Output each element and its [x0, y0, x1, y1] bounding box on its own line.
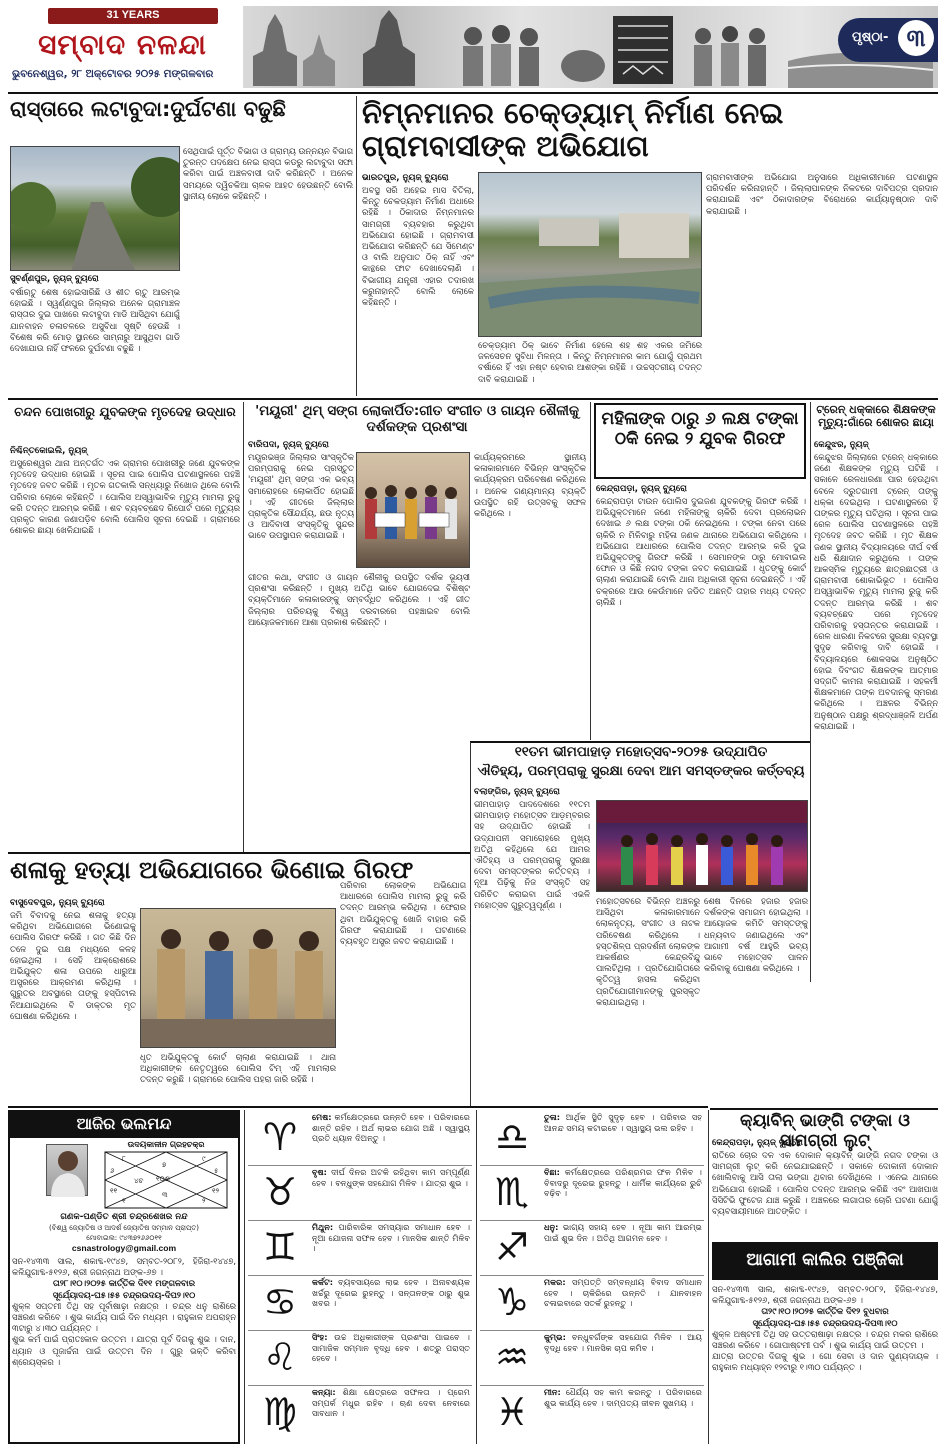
murder-byline: ବାସୁଦେବପୁର, ନ୍ୟୁଜ୍ ବ୍ୟୁରୋ — [10, 898, 105, 908]
cabin-text: ରାତିରେ ଚୋର ଦଳ ଏକ ଦୋକାନ କ୍ୟାବିନ୍ ଭାଙ୍ଗି ନଗଦ ଟଙ୍କା ଓ ସାମଗ୍ରୀ ଲୁଟ୍ କରି ନେଇଯାଇଛନ୍ତି । ସକାଳେ ଦୋକାନୀ ଦୋକାନ ଖୋଲିବାକୁ ଆସି ତାଲା ଭଙ୍ଗା ଥିବାର ଦେଖିଥିଲେ । ଏନେଇ ଥାନାରେ ଅଭିଯୋଗ ହୋଇଛି । ପୋଲିସ ତଦନ୍ତ ଆରମ୍ଭ କରିଛି ଏବଂ ଆଖପାଖ ସିସିଟିଭି ଫୁଟେଜ ଯାଞ୍ଚ କରୁଛି । ଅଞ୍ଚଳରେ ଲଗାତାର ଚୋରି ଘଟଣା ଯୋଗୁଁ ବ୍ୟବସାୟୀମାନେ ଆତଙ୍କିତ । — [712, 1150, 938, 1217]
scorpio-icon: ♏ — [494, 1170, 530, 1214]
masthead — [0, 0, 945, 92]
checkdam-photo — [478, 172, 702, 337]
rule-row2 — [8, 398, 938, 400]
horoscope-title: ଆଜିର ଭଲମନ୍ଦ — [76, 1114, 172, 1133]
zodiac-sign-text: କର୍ମକ୍ଷେତ୍ରରେ ଉନ୍ନତି ହେବ । ପରିବାରରେ ଶାନ୍ତି ରହିବ । ଅର୍ଥ ଲାଭର ଯୋଗ ଅଛି । ସ୍ୱାସ୍ଥ୍ୟ ପ୍ରତି ଧ୍ୟାନ ଦିଅନ୍ତୁ । — [312, 1112, 470, 1144]
checkdam-text-b: ଚେକ୍‌ଡ୍ୟାମ ଠିକ୍ ଭାବେ ନିର୍ମାଣ ହେଲେ ଶହ ଶହ ଏକର ଜମିରେ ଜଳସେଚନ ସୁବିଧା ମିଳନ୍ତା । କିନ୍ତୁ ନିମ୍ନମାନର କାମ ଯୋଗୁଁ ପ୍ରଥମ ବର୍ଷାରେ ହିଁ ଏହା ନଷ୍ଟ ହେବାର ଆଶଙ୍କା ରହିଛି । ଉଚ୍ଚସ୍ତରୀୟ ତଦନ୍ତ ଦାବି କରାଯାଇଛି । — [478, 340, 702, 384]
zodiac-text — [312, 1387, 470, 1438]
virgo-icon: ♍ — [262, 1390, 298, 1434]
rule-murder — [8, 852, 470, 854]
cancer-icon: ♋ — [262, 1280, 298, 1324]
festival-subheadline: ଐତିହ୍ୟ, ପରମ୍ପରାକୁ ସୁରକ୍ଷା ଦେବା ଆମ ସମସ୍ତଙ୍କର କର୍ତ୍ତବ୍ୟ — [477, 764, 805, 779]
mayuri-byline: ବାରିପଦା, ନ୍ୟୁଜ୍ ବ୍ୟୁରୋ — [248, 440, 329, 450]
rule-cabin — [710, 1108, 938, 1110]
zodiac-row — [248, 1277, 472, 1330]
zodiac-sign-name: ତୁଳା: — [544, 1112, 561, 1122]
gemini-icon: ♊ — [262, 1225, 298, 1269]
zodiac-row — [248, 1167, 472, 1220]
chart-cell: ୫ — [214, 1167, 219, 1175]
zodiac-sign-text: ଭାଗ୍ୟ ସହାୟ ହେବ । ନୂଆ କାମ ଆରମ୍ଭ ପାଇଁ ଶୁଭ ଦିନ । ଅତିଥି ଆଗମନ ହେବ । — [544, 1222, 702, 1243]
bodyfound-text: ଅସୁରେଶ୍ୱର ଥାନା ଅନ୍ତର୍ଗତ ଏକ ଗ୍ରାମର ପୋଖରୀରୁ ଜଣେ ଯୁବକଙ୍କ ମୃତଦେହ ଉଦ୍ଧାର ହୋଇଛି । ସୂଚନା ପାଇ ପୋଲିସ ଘଟଣାସ୍ଥଳରେ ପହଞ୍ଚି ମୃତଦେହ ଜବତ କରିଛି । ମୃତକ ଗତକାଲି ସନ୍ଧ୍ୟାରୁ ନିଖୋଜ ଥିଲେ ବୋଲି ପରିବାର ଲୋକେ କହିଛନ୍ତି । ପୋଲିସ ଅସ୍ୱାଭାବିକ ମୃତ୍ୟୁ ମାମଲା ରୁଜୁ କରି ତଦନ୍ତ ଆରମ୍ଭ କରିଛି । ଶବ ବ୍ୟବଚ୍ଛେଦ ରିପୋର୍ଟ ପରେ ମୃତ୍ୟୁର ପ୍ରକୃତ କାରଣ ଜଣାପଡ଼ିବ ବୋଲି ପୋଲିସ ସୂଚନା ଦେଇଛି । ଗ୍ରାମରେ ଶୋକର ଛାୟା ଖେଳିଯାଇଛି । — [10, 458, 240, 536]
rule-festival — [470, 741, 810, 743]
panjika-today-body — [12, 1256, 236, 1442]
masthead-logo: ସମ୍ବାଦ ନଳନ୍ଦା — [38, 28, 207, 61]
panjika-tomorrow-line: ସନ-୧୪୩୩ ସାଲ, ଶକାବ୍ଦ-୧୯୪୭, ସମ୍ବତ-୨୦୮୨, ହିଜିରା-୧୪୪୭, କଳିଯୁଗାବ୍ଦ-୫୧୨୬, ଶ୍ରୀ ଜଗନ୍ନାଥ ଅଙ୍କ-୬୭ । — [712, 1284, 938, 1306]
murder-text-b: ପରିବାର ଲୋକଙ୍କ ଅଭିଯୋଗ ଆଧାରରେ ପୋଲିସ ମାମଲା ରୁଜୁ କରି ତଦନ୍ତ ଆରମ୍ଭ କରିଥିଲା । ଫେରାର ଥିବା ଅଭିଯୁକ୍ତକୁ ଖୋଜି ବାହାର କରି ଗିରଫ କରାଯାଇଛି । ଘଟଣାରେ ବ୍ୟବହୃତ ଅସ୍ତ୍ର ଜବତ କରାଯାଇଛି । — [340, 880, 466, 947]
divider-bodyfound — [243, 402, 244, 852]
banner-collage-art — [243, 6, 938, 88]
chart-cell: ୭ — [162, 1161, 167, 1169]
mayuri-headline: 'ମୟୂରୀ' ଥିମ୍ ସଙ୍ଗ ଲୋକାର୍ପିତ:ଗୀତ ସଂଗୀତ ଓ ଗାୟନ ଶୈଳୀକୁ ଦର୍ଶକଙ୍କ ପ୍ରଶଂସା — [255, 403, 579, 435]
zodiac-divider — [480, 1165, 704, 1166]
teacher-headline: ଟ୍ରେନ୍ ଧକ୍କାରେ ଶିକ୍ଷକଙ୍କ ମୃତ୍ୟୁ:ଗାଁରେ ଶୋକର ଛାୟା — [816, 403, 936, 429]
panjika-tomorrow-line: ଯାତ୍ରା ଉତ୍ତର ଦିଗକୁ ଶୁଭ । ଗୋ ସେବା ଓ ଦାନ ପୁଣ୍ୟଦାୟକ । ରାହୁକାଳ ମଧ୍ୟାହ୍ନ ୧୨ଟାରୁ ୧।୩୦ ପର୍ଯ୍ୟନ୍ତ । — [712, 1351, 938, 1373]
divider-zodiac-1 — [244, 1110, 245, 1444]
checkdam-byline: ଭାରତପୁର, ନ୍ୟୁଜ୍ ବ୍ୟୁରୋ — [362, 173, 449, 183]
road-photo-art — [11, 147, 180, 271]
zodiac-sign-text: ବନ୍ଧୁବର୍ଗଙ୍କ ସହଯୋଗ ମିଳିବ । ଆୟ ବୃଦ୍ଧି ହେବ । ମାନସିକ ଚାପ କମିବ । — [544, 1332, 702, 1353]
aquarius-icon: ♒ — [494, 1335, 530, 1379]
banner-collage — [243, 6, 938, 88]
panjika-tomorrow-line: ତା୨୯।୧୦।୨୦୨୫ କାର୍ତ୍ତିକ ଦି୧୨ ବୁଧବାର — [761, 1306, 889, 1317]
checkdam-text-a: ଅବସ୍ଥ ସରି ଅହେଇ ମାସ ବିତିଲା, କିନ୍ତୁ ଚେକଡ୍ୟାମ ନିର୍ମାଣ ଅଧାରେ ରହିଛି । ଠିକାଦାର ନିମ୍ନମାନର ସାମଗ୍ରୀ ବ୍ୟବହାର କରୁଥିବା ଅଭିଯୋଗ ହୋଇଛି । ଗ୍ରାମବାସୀ ଅଭିଯୋଗ କରିଛନ୍ତି ଯେ ସିମେଣ୍ଟ ଓ ବାଲି ଅନୁପାତ ଠିକ୍ ନାହିଁ ଏବଂ କାନ୍ଥରେ ଫାଟ ଦେଖାଦେଲାଣି । ବିଭାଗୀୟ ଯନ୍ତ୍ରୀ ଏହାର ତଦାରଖ କରୁନାହାନ୍ତି ବୋଲି ଲୋକେ କହିଛନ୍ତି । — [362, 185, 474, 308]
zodiac-sign-text: କର୍ମକ୍ଷେତ୍ରରେ ପରିଶ୍ରମର ଫଳ ମିଳିବ । ବିବାଦରୁ ଦୂରେଇ ରୁହନ୍ତୁ । ଧାର୍ମିକ କାର୍ଯ୍ୟରେ ରୁଚି ବଢ଼ିବ । — [544, 1167, 702, 1199]
teacher-text: କେନ୍ଦୁଝର ଜିଲ୍ଲାରେ ଟ୍ରେନ୍ ଧକ୍କାରେ ଜଣେ ଶିକ୍ଷକଙ୍କ ମୃତ୍ୟୁ ଘଟିଛି । ସକାଳେ ରେଳଧାରଣା ପାର ହେଉଥିବା ବେଳେ ଦ୍ରୁତଗାମୀ ଟ୍ରେନ୍ ତାଙ୍କୁ ଧକ୍କା ଦେଇଥିଲା । ଘଟଣାସ୍ଥଳରେ ହିଁ ତାଙ୍କର ମୃତ୍ୟୁ ଘଟିଥିଲା । ସୂଚନା ପାଇ ରେଳ ପୋଲିସ ଘଟଣାସ୍ଥଳରେ ପହଞ୍ଚି ମୃତଦେହ ଜବତ କରିଛି । ମୃତ ଶିକ୍ଷକ ଜଣକ ସ୍ଥାନୀୟ ବିଦ୍ୟାଳୟରେ ଦୀର୍ଘ ବର୍ଷ ଧରି ଶିକ୍ଷାଦାନ କରୁଥିଲେ । ତାଙ୍କ ଆକସ୍ମିକ ମୃତ୍ୟୁରେ ଛାତ୍ରଛାତ୍ରୀ ଓ ଗ୍ରାମବାସୀ ଶୋକାଭିଭୂତ । ପୋଲିସ ଅସ୍ୱାଭାବିକ ମୃତ୍ୟୁ ମାମଲା ରୁଜୁ କରି ତଦନ୍ତ ଆରମ୍ଭ କରିଛି । ଶବ ବ୍ୟବଚ୍ଛେଦ ପରେ ମୃତଦେହ ପରିବାରକୁ ହସ୍ତାନ୍ତର କରାଯାଇଛି । ରେଳ ଧାରଣା ନିକଟରେ ସୁରକ୍ଷା ବ୍ୟବସ୍ଥା ସୁଦୃଢ କରିବାକୁ ଦାବି ହୋଇଛି । ବିଦ୍ୟାଳୟରେ ଶୋକସଭା ଅନୁଷ୍ଠିତ ହୋଇ ଦିବଂଗତ ଶିକ୍ଷକଙ୍କ ଆତ୍ମାର ସଦ୍‌ଗତି କାମନା କରାଯାଇଛି । ସହକର୍ମୀ ଶିକ୍ଷକମାନେ ତାଙ୍କ ଅବଦାନକୁ ସ୍ମରଣ କରିଥିଲେ । ଅଞ୍ଚଳର ବିଭିନ୍ନ ଅନୁଷ୍ଠାନ ପକ୍ଷରୁ ଶ୍ରଦ୍ଧାଞ୍ଜଳି ଅର୍ପଣ କରାଯାଇଛି । — [814, 452, 938, 731]
zodiac-row — [480, 1167, 704, 1220]
zodiac-text — [544, 1332, 702, 1383]
festival-text-b: ମହୋତ୍ସବରେ ବିଭିନ୍ନ ଅଞ୍ଚଳରୁ ଆସିଥିବା କଳାକାରମାନେ ଲୋକନୃତ୍ୟ, ସଂଗୀତ ଓ ନାଟକ ପରିବେଷଣ କରିଥିଲେ । ହସ୍ତଶିଳ୍ପ ପ୍ରଦର୍ଶନୀ ଲୋକଙ୍କ ଆକର୍ଷଣର କେନ୍ଦ୍ରବିନ୍ଦୁ ପାଲଟିଥିଲା । ପ୍ରତିଯୋଗିତାରେ କୃତିତ୍ୱ ହାସଲ କରିଥିବା ପ୍ରତିଯୋଗୀମାନଙ୍କୁ ପୁରସ୍କୃତ କରାଯାଇଥିଲା । — [596, 896, 700, 1007]
zodiac-text — [312, 1332, 470, 1383]
mayuri-stage-photo — [356, 452, 470, 568]
zodiac-sign-text: ପାରିବାରିକ ସମସ୍ୟାର ସମାଧାନ ହେବ । ନୂଆ ଯୋଜନା ସଫଳ ହେବ । ମାନସିକ ଶାନ୍ତି ମିଳିବ । — [312, 1222, 470, 1254]
zodiac-row — [480, 1387, 704, 1440]
teacher-byline: କେନ୍ଦୁଝର, ନ୍ୟୁଜ୍ — [814, 440, 869, 450]
festival-photo — [596, 800, 808, 892]
zodiac-row — [248, 1112, 472, 1165]
bodyfound-headline: ଚନ୍ଦନ ପୋଖରୀରୁ ଯୁବକଙ୍କ ମୃତଦେହ ଉଦ୍ଧାର — [14, 404, 236, 419]
zodiac-sign-name: ବୃଷ: — [312, 1167, 327, 1177]
road-photo-caption: ସୁବର୍ଣ୍ଣପୁର, ନ୍ୟୁଜ୍ ବ୍ୟୁରୋ — [10, 274, 99, 284]
zodiac-sign-name: ମକର: — [544, 1277, 566, 1287]
murder-photo-art — [141, 909, 336, 1048]
zodiac-divider — [480, 1330, 704, 1331]
divider-fraud — [810, 402, 811, 982]
horoscope-chart — [104, 1151, 228, 1209]
road-text-b: ସେଥିପାଇଁ ପୂର୍ତ୍ତ ବିଭାଗ ଓ ଗ୍ରାମ୍ୟ ଉନ୍ନୟନ ବିଭାଗ ତୁରନ୍ତ ପଦକ୍ଷେପ ନେଇ ରାସ୍ତା କଡରୁ ଲଟାବୁଦା ସଫା କରିବା ପାଇଁ ଅଞ୍ଚଳବାସୀ ଦାବି କରିଛନ୍ତି । ଅନେକ ସମୟରେ ଦ୍ୱିଚକିଆ ଚାଳକ ଆହତ ହେଉଛନ୍ତି ବୋଲି ସ୍ଥାନୀୟ ଲୋକେ କହିଛନ୍ତି । — [183, 146, 353, 201]
astrologer-email[interactable]: csnastrology@gmail.com — [71, 1243, 177, 1253]
page-label: ପୃଷ୍ଠା- — [852, 30, 889, 45]
murder-text-a: ଜମି ବିବାଦକୁ ନେଇ ଶଳାକୁ ହତ୍ୟା କରିଥିବା ଅଭିଯୋଗରେ ଭିଣୋଇକୁ ପୋଲିସ ଗିରଫ କରିଛି । ଗତ କିଛି ଦିନ ତଳେ ଦୁଇ ପକ୍ଷ ମଧ୍ୟରେ କଳହ ହୋଇଥିଲା । ସେହି ଆକ୍ରୋଶରେ ଅଭିଯୁକ୍ତ ଶଳା ଉପରେ ଧାରୁଆ ଅସ୍ତ୍ରରେ ଆକ୍ରମଣ କରିଥିଲା । ଗୁରୁତର ଅବସ୍ଥାରେ ତାଙ୍କୁ ହସ୍ପିଟାଲ ନିଆଯାଇଥିଲେ ବି ଡାକ୍ତର ମୃତ ଘୋଷଣା କରିଥିଲେ । — [10, 910, 136, 1021]
chart-cell: ୧୧ — [110, 1187, 118, 1195]
astrologer-photo — [46, 1144, 88, 1196]
zodiac-sign-name: ବିଛା: — [544, 1167, 560, 1177]
checkdam-headline: ନିମ୍ନମାନର ଚେକ୍‌ଡ୍ୟାମ୍ ନିର୍ମାଣ ନେଇ ଗ୍ରାମବାସୀଙ୍କ ଅଭିଯୋଗ — [362, 96, 784, 164]
zodiac-row — [248, 1332, 472, 1385]
leo-icon: ♌ — [262, 1335, 298, 1379]
chart-cell: ୬ — [110, 1167, 115, 1175]
page-number: ୩ — [898, 20, 934, 56]
zodiac-divider — [248, 1330, 472, 1331]
panjika-today-line: ଶୁକ୍ଳ ସପ୍ତମୀ ତିଥି ସହ ପୂର୍ବାଷାଢ଼ା ନକ୍ଷତ୍ର । ଚନ୍ଦ୍ର ଧନୁ ରାଶିରେ ସଞ୍ଚରଣ କରିବେ । ଶୁଭ କାର୍ଯ୍ୟ ପାଇଁ ଦିନ ମଧ୍ୟମ । ରାହୁକାଳ ଅପରାହ୍ନ ୩ଟାରୁ ୪।୩୦ ପର୍ଯ୍ୟନ୍ତ । — [12, 1300, 236, 1334]
chart-cell: ୯ — [202, 1155, 206, 1163]
chart-cell: ୪ଚ — [134, 1177, 144, 1185]
astrologer-photo-art — [47, 1145, 89, 1197]
festival-text-a: ଭୀମପାହାଡ଼ ପାଦଦେଶରେ ୧୧ତମ ଭୀମପାହାଡ଼ ମହୋତ୍ସବ ଆଡ଼ମ୍ବରର ସହ ଉଦ୍‌ଯାପିତ ହୋଇଛି । ଉଦ୍‌ଯାପନୀ ସମାରୋହରେ ମୁଖ୍ୟ ଅତିଥି କହିଥିଲେ ଯେ ଆମର ଐତିହ୍ୟ ଓ ପରମ୍ପରାକୁ ସୁରକ୍ଷା ଦେବା ସମସ୍ତଙ୍କର କର୍ତ୍ତବ୍ୟ । ନୂଆ ପିଢ଼ିକୁ ନିଜ ସଂସ୍କୃତି ସହ ପରିଚିତ କରାଇବା ପାଇଁ ଏଭଳି ମହୋତ୍ସବ ଗୁରୁତ୍ୱପୂର୍ଣ୍ଣ । — [474, 799, 590, 910]
zodiac-text — [544, 1387, 702, 1438]
zodiac-sign-text: ଧୈର୍ଯ୍ୟ ସହ କାମ କରନ୍ତୁ । ପରିବାରରେ ଶୁଭ କାର୍ଯ୍ୟ ହେବ । ଦାମ୍ପତ୍ୟ ଜୀବନ ସୁଖମୟ । — [544, 1387, 702, 1408]
checkdam-text-c: ଗ୍ରାମବାସୀଙ୍କ ଅଭିଯୋଗ ଅନୁସାରେ ଅଧିକାରୀମାନେ ଘଟଣାସ୍ଥଳ ପରିଦର୍ଶନ କରିନାହାନ୍ତି । ଜିଲ୍ଲାପାଳଙ୍କ ନିକଟରେ ଦାବିପତ୍ର ପ୍ରଦାନ କରାଯାଇଛି ଏବଂ ଠିକାଦାରଙ୍କ ବିରୋଧରେ କାର୍ଯ୍ୟାନୁଷ୍ଠାନ ଦାବି କରାଯାଇଛି । — [706, 172, 938, 216]
cabin-byline: କେନ୍ଦ୍ରାପଡ଼ା, ନ୍ୟୁଜ୍ ବ୍ୟୁରୋ — [712, 1138, 804, 1148]
zodiac-sign-name: ଧନୁ: — [544, 1222, 559, 1232]
zodiac-sign-name: ମେଷ: — [312, 1112, 332, 1122]
chart-cell: ୧ — [122, 1197, 126, 1205]
zodiac-sign-text: ବ୍ୟବସାୟରେ ଲାଭ ହେବ । ଅନାବଶ୍ୟକ ଖର୍ଚ୍ଚରୁ ଦୂରେଇ ରୁହନ୍ତୁ । ସନ୍ତାନଙ୍କ ଠାରୁ ଶୁଭ ଖବର । — [312, 1277, 470, 1309]
zodiac-row — [248, 1387, 472, 1440]
murder-photo — [140, 908, 336, 1048]
zodiac-text — [312, 1112, 470, 1163]
festival-photo-art — [597, 801, 808, 892]
divider-zodiac-3 — [708, 1110, 709, 1444]
panjika-today-line: ସନ-୧୪୩୩ ସାଲ, ଶକାବ୍ଦ-୧୯୪୭, ସମ୍ବତ-୨୦୮୨, ହିଜିରା-୧୪୪୭, କଳିଯୁଗାବ୍ଦ-୫୧୨୬, ଶ୍ରୀ ଜଗନ୍ନାଥ ଅଙ୍କ-୬୭ । — [12, 1256, 236, 1278]
panjika-tomorrow-title: ଆଗାମୀ କାଲିର ପଞ୍ଜିକା — [746, 1250, 904, 1270]
zodiac-text — [544, 1277, 702, 1328]
mayuri-text-c: କାର୍ଯ୍ୟକ୍ରମରେ ସ୍ଥାନୀୟ କଳାକାରମାନେ ବିଭିନ୍ନ ସାଂସ୍କୃତିକ କାର୍ଯ୍ୟକ୍ରମ ପରିବେଷଣ କରିଥିଲେ । ଅନେକ ଗଣ୍ୟମାନ୍ୟ ବ୍ୟକ୍ତି ଉପସ୍ଥିତ ରହି ଉତ୍ସବକୁ ସଫଳ କରିଥିଲେ । — [474, 452, 586, 519]
zodiac-sign-text: ସମ୍ପତ୍ତି ସମ୍ବନ୍ଧୀୟ ବିବାଦ ସମାଧାନ ହେବ । ଚାକିରିରେ ଉନ୍ନତି । ଯାନବାହନ ଚଳାଇବାରେ ସତର୍କ ରୁହନ୍ତୁ । — [544, 1277, 702, 1309]
mayuri-text-a: ମୟୂରଭଞ୍ଜ ଜିଲ୍ଲାର ସାଂସ୍କୃତିକ ପରମ୍ପରାକୁ ନେଇ ପ୍ରସ୍ତୁତ 'ମୟୂରୀ' ଥିମ୍ ସଙ୍ଗ ଏକ ଭବ୍ୟ ସମାରୋହରେ ଲୋକାର୍ପିତ ହୋଇଛି । ଏହି ଗୀତରେ ଜିଲ୍ଲାର ପ୍ରାକୃତିକ ସୌନ୍ଦର୍ଯ୍ୟ, ଛଉ ନୃତ୍ୟ ଓ ଆଦିବାସୀ ସଂସ୍କୃତିକୁ ସୁନ୍ଦର ଭାବେ ଉପସ୍ଥାପନ କରାଯାଇଛି । — [248, 452, 354, 541]
panjika-today-line: ଶୁଭ କର୍ମ ପାଇଁ ପ୍ରାତଃକାଳ ଉତ୍ତମ । ଯାତ୍ରା ପୂର୍ବ ଦିଗକୁ ଶୁଭ । ଦାନ, ଧ୍ୟାନ ଓ ପୂଜାର୍ଚ୍ଚନା ପାଇଁ ଉତ୍ତମ ଦିନ । ଗୁରୁ ଭକ୍ତି କରିବା ଶ୍ରେୟସ୍କର । — [12, 1334, 236, 1367]
panjika-today-line: ସୂର୍ଯ୍ୟୋଦୟ-ଘ୫।୫୫ ଚନ୍ଦ୍ରଉଦୟ-ଦିପ୨।୧୦ — [52, 1289, 196, 1300]
road-headline: ରାସ୍ତାରେ ଲଟାବୁଦା:ଦୁର୍ଘଟଣା ବଢୁଛି — [10, 97, 286, 121]
zodiac-sign-text: ଶିକ୍ଷା କ୍ଷେତ୍ରରେ ସଫଳତା । ପ୍ରେମ ସମ୍ପର୍କ ମଧୁର ରହିବ । ଋଣ ଦେବା ନେବାରେ ସାବଧାନ । — [312, 1387, 470, 1419]
divider-mayuri — [590, 402, 591, 740]
aries-icon: ♈ — [262, 1115, 298, 1159]
divider-murder — [470, 742, 471, 1106]
sagittarius-icon: ♐ — [494, 1225, 530, 1269]
festival-byline: ବଲାଙ୍ଗିର, ନ୍ୟୁଜ୍ ବ୍ୟୁରୋ — [474, 787, 561, 797]
fraud-byline: କେନ୍ଦ୍ରାପଡ଼ା, ନ୍ୟୁଜ୍ ବ୍ୟୁରୋ — [596, 484, 688, 494]
festival-headline: ୧୧ତମ ଭୀମପାହାଡ଼ ମହୋତ୍ସବ-୨୦୨୫ ଉଦ୍‌ଯାପିତ — [514, 744, 768, 760]
fraud-headline: ମହିଳାଙ୍କ ଠାରୁ ୬ ଲକ୍ଷ ଟଙ୍କା ଠକି ନେଇ ୨ ଯୁବକ ଗିରଫ — [601, 409, 799, 449]
zodiac-sign-name: କନ୍ୟା: — [312, 1387, 336, 1397]
zodiac-row — [248, 1222, 472, 1275]
fraud-text: କେନ୍ଦ୍ରାପଡ଼ା ଟାଉନ ପୋଲିସ ଦୁଇଜଣ ଯୁବକଙ୍କୁ ଗିରଫ କରିଛି । ଅଭିଯୁକ୍ତମାନେ ଜଣେ ମହିଳାଙ୍କୁ ଚାକିରି ଦେବା ପ୍ରଲୋଭନ ଦେଖାଇ ୬ ଲକ୍ଷ ଟଙ୍କା ଠକି ନେଇଥିଲେ । ଟଙ୍କା ନେବା ପରେ ଚାକିରି ନ ମିଳିବାରୁ ମହିଳା ଜଣକ ଥାନାରେ ଅଭିଯୋଗ କରିଥିଲେ । ଅଭିଯୋଗ ଆଧାରରେ ପୋଲିସ ତଦନ୍ତ ଆରମ୍ଭ କରି ଦୁଇ ଅଭିଯୁକ୍ତଙ୍କୁ ଗିରଫ କରିଛି । ସେମାନଙ୍କ ଠାରୁ ମୋବାଇଲ ଫୋନ ଓ କିଛି ନଗଦ ଟଙ୍କା ଜବତ କରାଯାଇଛି । ଧୃତଙ୍କୁ କୋର୍ଟ ଚାଲାଣ କରାଯାଇଛି ବୋଲି ଥାନା ଅଧିକାରୀ ସୂଚନା ଦେଇଛନ୍ତି । ଏହି ଚକ୍ରରେ ଆଉ କେଉଁମାନେ ଜଡିତ ଅଛନ୍ତି ତାହାର ମଧ୍ୟ ତଦନ୍ତ ଚାଲିଛି । — [596, 496, 806, 607]
astrologer-phone: ମୋବାଇଲ: ୯୪୩୭୨୬୬୦୧୧ — [86, 1234, 162, 1242]
zodiac-sign-name: ମିଥୁନ: — [312, 1222, 334, 1232]
zodiac-row — [480, 1277, 704, 1330]
masthead-rule — [8, 92, 938, 94]
chart-cell: ୧୨ — [212, 1187, 220, 1195]
road-text-a: ବର୍ଷାଋତୁ ଶେଷ ହୋଇସାରିଛି ଓ ଶୀତ ଋତୁ ଆରମ୍ଭ ହୋଇଛି । ସ୍ୱର୍ଣ୍ଣପୁର ଜିଲ୍ଲାର ଅନେକ ଗ୍ରାମାଞ୍ଚଳ ରାସ୍ତାର ଦୁଇ ପାଖରେ ଲଟାବୁଦା ମାଡି ଆସିଥିବା ଯୋଗୁଁ ଯାନବାହନ ଚଳାଚଳରେ ଅସୁବିଧା ସୃଷ୍ଟି ହେଉଛି । ବିଶେଷ କରି ମୋଡ଼ ସ୍ଥାନରେ ସାମ୍ନାରୁ ଆସୁଥିବା ଗାଡି ଦେଖାଯାଉ ନାହିଁ ଫଳରେ ଦୁର୍ଘଟଣା ବଢୁଛି । — [10, 287, 180, 354]
panjika-today-line: ତା୨୮।୧୦।୨୦୨୫ କାର୍ତ୍ତିକ ଦି୧୧ ମଙ୍ଗଳବାର — [53, 1278, 195, 1289]
zodiac-sign-name: କର୍କଟ: — [312, 1277, 334, 1287]
bodyfound-byline: ନିଶ୍ଚିନ୍ତକୋଇଲି, ନ୍ୟୁଜ୍ — [10, 446, 88, 456]
zodiac-sign-name: ମୀନ: — [544, 1387, 561, 1397]
zodiac-row — [480, 1332, 704, 1385]
cabin-headline: କ୍ୟାବିନ୍ ଭାଙ୍ଗି ଟଙ୍କା ଓ ସାମଗ୍ରୀ ଲୁଟ୍ — [740, 1111, 910, 1151]
zodiac-divider — [480, 1275, 704, 1276]
zodiac-text — [312, 1222, 470, 1273]
panjika-tomorrow-body — [712, 1284, 938, 1444]
astrologer-name: ଗଣକ-ପଣ୍ଡିତ ଶ୍ରୀ ଚନ୍ଦ୍ରଶେଖର ନନ୍ଦ — [60, 1212, 188, 1222]
zodiac-text — [312, 1167, 470, 1218]
astrologer-note: (ବିଶ୍ୱ ଜ୍ୟୋତିଷ ଓ ଆଦର୍ଶ ଜ୍ୟୋତିଷ ସମ୍ମାନ ପ୍ରାପ୍ତ) — [49, 1224, 199, 1232]
mayuri-text-b: ଗୀତର କଥା, ସଂଗୀତ ଓ ଗାୟନ ଶୈଳୀକୁ ଉପସ୍ଥିତ ଦର୍ଶକ ଭୂୟସୀ ପ୍ରଶଂସା କରିଛନ୍ତି । ମୁଖ୍ୟ ଅତିଥି ଭାବେ ଯୋଗଦେଇ ବିଶିଷ୍ଟ ବ୍ୟକ୍ତିମାନେ କଳାକାରଙ୍କୁ ସମ୍ବର୍ଦ୍ଧିତ କରିଥିଲେ । ଏହି ଗୀତ ଜିଲ୍ଲାର ପରିଚୟକୁ ବିଶ୍ୱ ଦରବାରରେ ପହଞ୍ଚାଇବ ବୋଲି ଆୟୋଜକମାନେ ଆଶା ପ୍ରକାଶ କରିଛନ୍ତି । — [248, 572, 470, 627]
zodiac-divider — [480, 1220, 704, 1221]
zodiac-divider — [248, 1165, 472, 1166]
libra-icon: ♎ — [494, 1115, 530, 1159]
road-photo — [10, 146, 180, 271]
zodiac-divider — [480, 1385, 704, 1386]
zodiac-divider — [248, 1275, 472, 1276]
chart-cell: ୧୦ଶ — [156, 1175, 170, 1183]
capricorn-icon: ♑ — [494, 1280, 530, 1324]
zodiac-row — [480, 1112, 704, 1165]
zodiac-sign-name: ସିଂହ: — [312, 1332, 328, 1342]
zodiac-row — [480, 1222, 704, 1275]
murder-text-c: ଧୃତ ଅଭିଯୁକ୍ତକୁ କୋର୍ଟ ଚାଲାଣ କରାଯାଇଛି । ଥାନା ଅଧିକାରୀଙ୍କ ନେତୃତ୍ୱରେ ପୋଲିସ ଟିମ୍ ଏହି ମାମଲାର ତଦନ୍ତ କରୁଛି । ଗ୍ରାମରେ ପୋଲିସ ପହରା ଜାରି ରହିଛି । — [140, 1052, 336, 1085]
murder-headline: ଶଳାକୁ ହତ୍ୟା ଅଭିଯୋଗରେ ଭିଣୋଇ ଗିରଫ — [10, 856, 414, 884]
zodiac-text — [544, 1167, 702, 1218]
panjika-tomorrow-line: ସୂର୍ଯ୍ୟୋଦୟ-ଘ୫।୫୫ ଚନ୍ଦ୍ରଉଦୟ-ଦିପ୩।୧୦ — [752, 1317, 898, 1328]
pisces-icon: ♓ — [494, 1390, 530, 1434]
panjika-tomorrow-line: ଶୁକ୍ଳ ଅଷ୍ଟମୀ ତିଥି ସହ ଉତ୍ତରାଷାଢ଼ା ନକ୍ଷତ୍ର । ଚନ୍ଦ୍ର ମକର ରାଶିରେ ସଞ୍ଚରଣ କରିବେ । ଗୋପାଷ୍ଟମୀ ପର୍ବ । ଶୁଭ କାର୍ଯ୍ୟ ପାଇଁ ଉତ୍ତମ । — [712, 1328, 938, 1351]
masthead-dateline: ଭୁବନେଶ୍ୱର, ୨୮ ଅକ୍ଟୋବର ୨୦୨୫ ମଙ୍ଗଳବାର — [12, 68, 214, 80]
chart-cell: ୮ — [122, 1155, 126, 1163]
zodiac-sign-text: ଆର୍ଥିକ ସ୍ଥିତି ସୁଦୃଢ଼ ହେବ । ପରିବାର ସହ ଆନନ୍ଦ ସମୟ କଟାଇବେ । ସ୍ୱାସ୍ଥ୍ୟ ଭଲ ରହିବ । — [544, 1112, 702, 1133]
festival-text-c: ଶେଷ ଦିନରେ ହଜାର ହଜାର ଦର୍ଶକଙ୍କ ସମାଗମ ହୋଇଥିଲା । ଆୟୋଜକ କମିଟି ସମସ୍ତଙ୍କୁ ଧନ୍ୟବାଦ ଜଣାଇଥିଲେ ଏବଂ ଆଗାମୀ ବର୍ଷ ଆହୁରି ଭବ୍ୟ ଭାବେ ମହୋତ୍ସବ ପାଳନ କରିବାକୁ ଘୋଷଣା କରିଥିଲେ । — [704, 896, 808, 974]
chart-cell: ୩ — [162, 1191, 168, 1199]
taurus-icon: ♉ — [262, 1170, 298, 1214]
zodiac-divider — [248, 1220, 472, 1221]
chart-cell: ୨ — [202, 1197, 206, 1205]
checkdam-photo-caption — [478, 340, 702, 396]
zodiac-sign-text: ଉଚ୍ଚ ଅଧିକାରୀଙ୍କ ପ୍ରଶଂସା ପାଇବେ । ସାମାଜିକ ସମ୍ମାନ ବୃଦ୍ଧି ହେବ । ଶତ୍ରୁ ପରାସ୍ତ ହେବେ । — [312, 1332, 470, 1364]
zodiac-text — [544, 1112, 702, 1163]
anniversary-text: 31 YEARS — [106, 9, 160, 21]
zodiac-divider — [248, 1385, 472, 1386]
rule-horoscope — [8, 1106, 708, 1108]
mayuri-photo-art — [357, 453, 470, 568]
zodiac-sign-text: ଦୀର୍ଘ ଦିନର ଅଟକି ରହିଥିବା କାମ ସମ୍ପୂର୍ଣ୍ଣ ହେବ । ବନ୍ଧୁଙ୍କ ସହଯୋଗ ମିଳିବ । ଯାତ୍ରା ଶୁଭ । — [312, 1167, 470, 1188]
zodiac-text — [544, 1222, 702, 1273]
divider-road — [356, 96, 357, 396]
zodiac-text — [312, 1277, 470, 1328]
horoscope-chart-title: ଉଦୟକାଳୀନ ଗ୍ରହଚକ୍ର — [127, 1140, 205, 1149]
checkdam-photo-art — [479, 173, 702, 337]
divider-zodiac-2 — [476, 1110, 477, 1444]
zodiac-sign-name: କୁମ୍ଭ: — [544, 1332, 566, 1342]
